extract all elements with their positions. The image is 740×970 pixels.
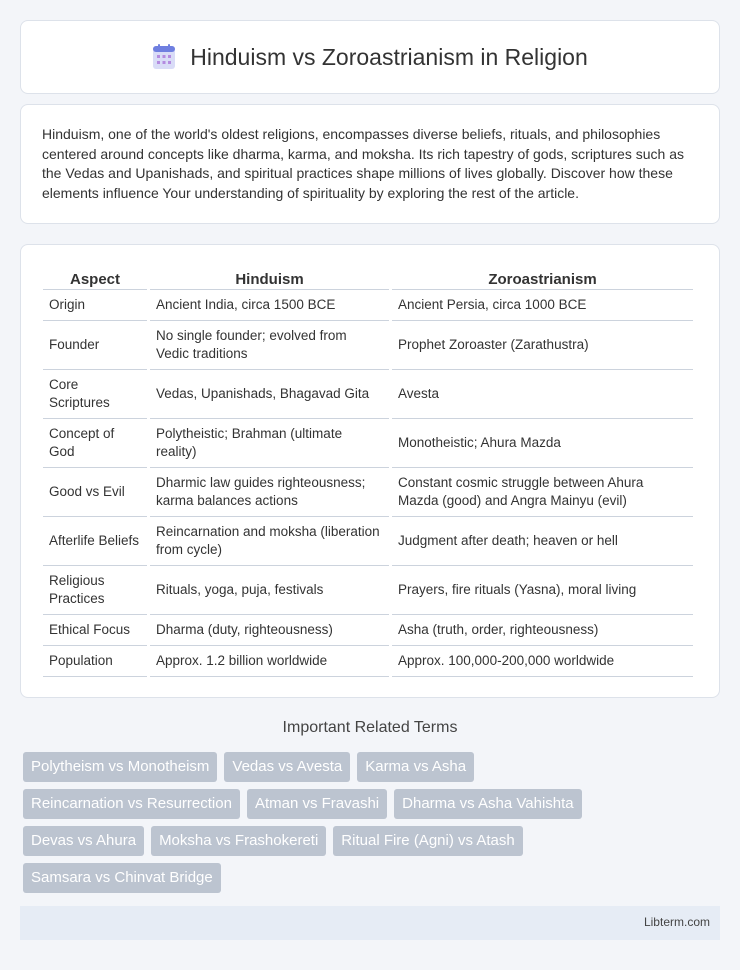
comparison-table [40,265,696,677]
related-term-tag[interactable]: Atman vs Fravashi [247,789,387,819]
related-term-tag[interactable]: Karma vs Asha [357,752,474,782]
related-terms-list [23,752,723,900]
hinduism-cell: Polytheistic; Brahman (ultimate reality) [150,419,389,468]
hinduism-cell: Dharmic law guides righteousness; karma balances actions [150,468,389,517]
table-row [43,321,693,370]
aspect-cell: Religious Practices [43,566,147,615]
aspect-cell: Good vs Evil [43,468,147,517]
table-row [43,517,693,566]
hinduism-cell: Approx. 1.2 billion worldwide [150,646,389,677]
document-icon [152,44,176,70]
aspect-cell: Core Scriptures [43,370,147,419]
zoroastrianism-cell: Prayers, fire rituals (Yasna), moral living [392,566,693,615]
related-term-tag[interactable]: Samsara vs Chinvat Bridge [23,863,221,893]
aspect-cell: Founder [43,321,147,370]
zoroastrianism-cell: Monotheistic; Ahura Mazda [392,419,693,468]
zoroastrianism-cell: Prophet Zoroaster (Zarathustra) [392,321,693,370]
page-title: Hinduism vs Zoroastrianism in Religion [190,43,588,70]
aspect-cell: Afterlife Beliefs [43,517,147,566]
table-row [43,646,693,677]
zoroastrianism-cell: Ancient Persia, circa 1000 BCE [392,290,693,321]
column-header-zoroastrianism: Zoroastrianism [392,265,693,290]
column-header-aspect: Aspect [43,265,147,290]
footer [20,906,720,940]
zoroastrianism-cell: Avesta [392,370,693,419]
table-row [43,290,693,321]
column-header-hinduism: Hinduism [150,265,389,290]
tag-row [23,789,723,819]
tag-row [23,826,723,856]
hinduism-cell: No single founder; evolved from Vedic traditions [150,321,389,370]
related-term-tag[interactable]: Reincarnation vs Resurrection [23,789,240,819]
aspect-cell: Origin [43,290,147,321]
table-row [43,419,693,468]
table-row [43,566,693,615]
aspect-cell: Concept of God [43,419,147,468]
footer-brand[interactable]: Libterm.com [643,915,710,929]
hinduism-cell: Vedas, Upanishads, Bhagavad Gita [150,370,389,419]
hinduism-cell: Ancient India, circa 1500 BCE [150,290,389,321]
aspect-cell: Population [43,646,147,677]
header-card [20,20,720,94]
tag-row [23,863,723,893]
aspect-cell: Ethical Focus [43,615,147,646]
hinduism-cell: Reincarnation and moksha (liberation from cycle) [150,517,389,566]
related-term-tag[interactable]: Polytheism vs Monotheism [23,752,217,782]
table-header-row [43,265,693,290]
zoroastrianism-cell: Approx. 100,000-200,000 worldwide [392,646,693,677]
zoroastrianism-cell: Judgment after death; heaven or hell [392,517,693,566]
table-row [43,615,693,646]
tag-row [23,752,723,782]
table-row [43,468,693,517]
related-term-tag[interactable]: Ritual Fire (Agni) vs Atash [333,826,522,856]
hinduism-cell: Rituals, yoga, puja, festivals [150,566,389,615]
zoroastrianism-cell: Asha (truth, order, righteousness) [392,615,693,646]
related-term-tag[interactable]: Dharma vs Asha Vahishta [394,789,581,819]
related-terms-heading: Important Related Terms [282,719,458,736]
table-row [43,370,693,419]
zoroastrianism-cell: Constant cosmic struggle between Ahura Mazda (good) and Angra Mainyu (evil) [392,468,693,517]
intro-paragraph: Hinduism, one of the world's oldest religions, encompasses diverse beliefs, rituals, and philosophies centered around concepts like dharma, karma, and moksha. Its rich tapestry of gods, scriptures such as the Vedas and Upanishads, and spiritual practices shape millions of lives globally. Discover how these elements influence Your understanding of spirituality by exploring the rest of the article. [42,126,684,201]
intro-card [20,104,720,224]
hinduism-cell: Dharma (duty, righteousness) [150,615,389,646]
comparison-table-card [20,244,720,698]
related-term-tag[interactable]: Moksha vs Frashokereti [151,826,326,856]
related-term-tag[interactable]: Vedas vs Avesta [224,752,350,782]
related-term-tag[interactable]: Devas vs Ahura [23,826,144,856]
